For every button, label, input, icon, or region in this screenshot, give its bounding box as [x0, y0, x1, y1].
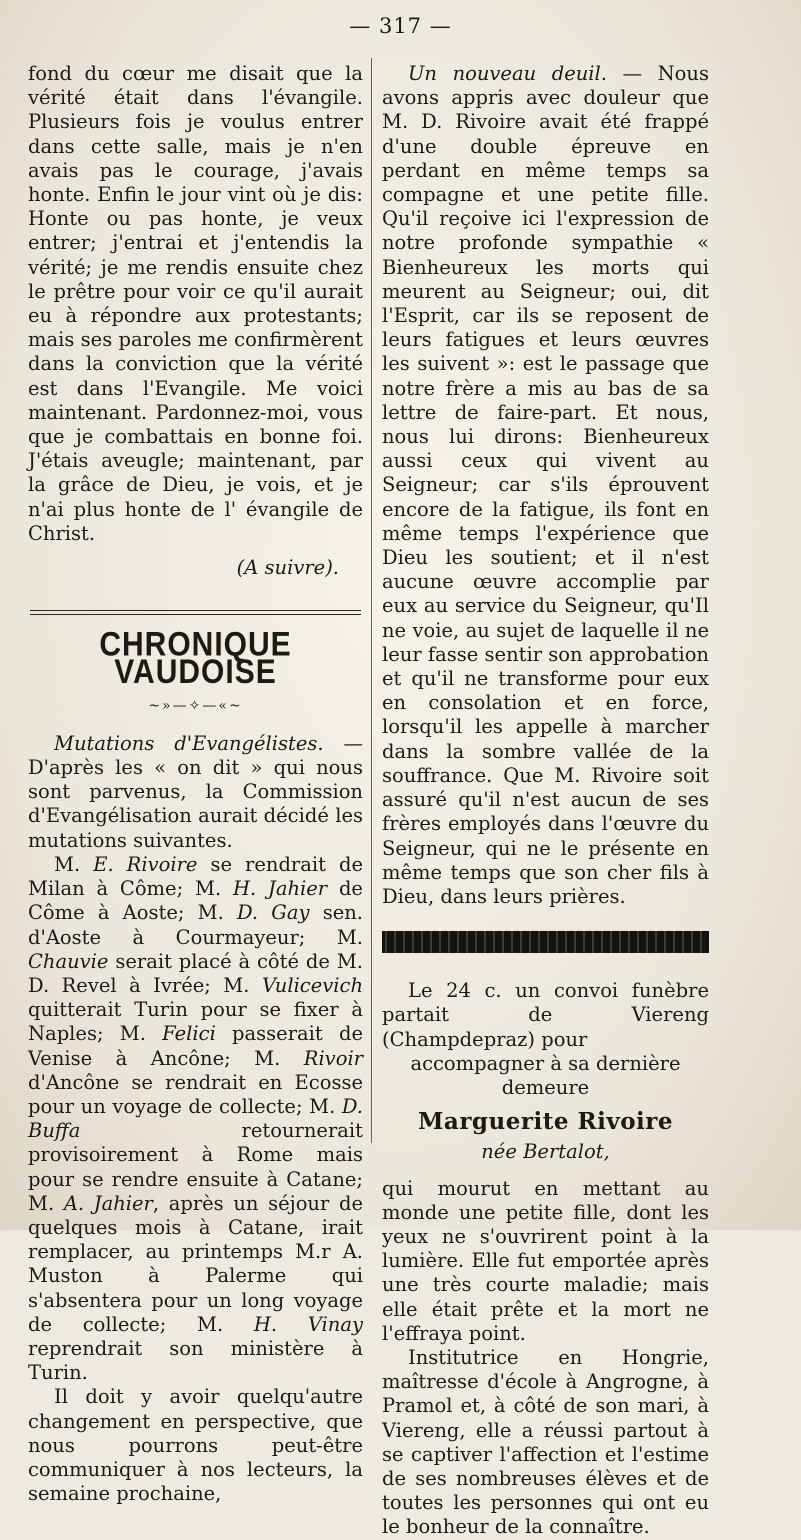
left-column — [28, 62, 363, 1506]
text-run: retournerait provisoirement à Rome mais pour se rendre ensuite à Catane; M. — [28, 1119, 363, 1215]
text-run: passerait de Venise à Ancône; M. — [28, 1022, 363, 1070]
person-name: D. Buffa — [28, 1094, 363, 1143]
person-name: H. Jahier — [232, 877, 328, 901]
person-name: Vulicevich — [261, 973, 363, 997]
title-ornament: ~»—✧—«~ — [148, 697, 243, 714]
page-number: — 317 — — [349, 14, 452, 38]
section-title: CHRONIQUE VAUDOISE — [99, 625, 292, 692]
text-run: d'Ancône se rendrait en Ecosse pour un voyage de collecte; M. — [28, 1070, 363, 1118]
section-rule — [30, 610, 361, 615]
continued-paragraph: fond du cœur me disait que la vérité était dans l'évangile. Plusieurs fois je voulus entrer dans cette salle, mais je n'en avais pas le courage, j'avais honte. Enfin le jour vint où je dis: Honte ou pas honte, je veux entrer; j'entrai et j'entendis la vérité; je me rendis ensuite chez le prêtre pour voir ce qu'il aurait eu à répondre aux protestants; mais ses paroles me confirmèrent dans la conviction que la vérité est dans l'Evangile. Me voici maintenant. Pardonnez-moi, vous que je combattais en bonne foi. J'étais aveugle; maintenant, par la grâce de Dieu, je vois, et je n'ai plus honte de l' évangile de Christ. — [28, 62, 363, 545]
obituary-intro-end: accompagner à sa dernière demeure — [410, 1051, 681, 1099]
right-column — [382, 62, 709, 1540]
person-name: Chauvie — [28, 949, 109, 973]
mutations-closing-paragraph: Il doit y avoir quelqu'autre changement en perspective, que nous pourrons peut-être communiquer à nos lecteurs, la semaine prochaine, — [28, 1385, 363, 1506]
mutations-list-paragraph — [28, 853, 363, 1385]
person-name: H. Vinay — [253, 1312, 363, 1336]
person-name: E. Rivoire — [93, 852, 198, 876]
person-name: Rivoir — [303, 1046, 363, 1070]
person-name: Felici — [162, 1022, 216, 1046]
text-run: de Côme à Aoste; M. — [28, 877, 363, 925]
obituary-paragraph: qui mourut en mettant au monde une petite fille, dont les yeux ne s'ouvrirent point à la lumière. Elle fut emportée après une très courte maladie; mais elle était prête et la mort ne l'effraya point. — [382, 1176, 709, 1345]
mutations-heading: Mutations d'Evangélistes. — [54, 731, 324, 755]
text-run: M. — [54, 852, 94, 876]
text-run: se rendrait de Milan à Côme; M. — [28, 852, 364, 901]
person-name: A. Jahier — [63, 1191, 153, 1215]
deuil-text: — Nous avons appris avec douleur que M. D. Rivoire avait été frappé d'une double épreuve en perdant en même temps sa compagne et une petite fille. Qu'il reçoive ici l'expression de notre profonde sympathie « Bienheureux les morts qui meurent au Seigneur; oui, dit l'Esprit, car ils se reposent de leurs fatigues et leurs œuvres les suivent »: est le passage que notre frère a mis au bas de sa lettre de faire-part. Et nous, nous lui dirons: Bienheureux aussi ceux qui vivent au Seigneur; car s'ils éprouvent encore de la fatigue, ils font en même temps l'expérience que Dieu les soutient; et il n'est aucune œuvre accomplie par eux au service du Seigneur, qu'Il ne voie, au sujet de laquelle il ne leur fasse sentir son approbation et qu'il ne transforme pour eux en consolation et en force, lorsqu'il les appelle à marcher dans la sombre vallée de la souffrance. Que M. Rivoire soit assuré qu'il n'est aucun de ses frères employés dans l'œuvre du Seigneur, qui ne le présente en même temps que son cher fils à Dieu, dans leurs prières. — [382, 62, 709, 908]
maiden-name: née Bertalot, — [481, 1140, 610, 1164]
deceased-name: Marguerite Rivoire — [417, 1108, 674, 1136]
text-run: reprendrait son ministère à Turin. — [28, 1336, 363, 1385]
obituary-intro: Le 24 c. un convoi funèbre partait de Viereng (Champdepraz) pour — [382, 979, 709, 1051]
to-be-continued: (A suivre). — [236, 556, 339, 580]
text-run: sen. d'Aoste à Courmayeur; M. — [28, 901, 363, 949]
mutations-intro: — D'après les « on dit » qui nous sont parvenus, la Commission d'Evangélisation aurait décidé les mutations suivantes. — [28, 731, 363, 852]
mourning-band — [382, 931, 709, 953]
text-run: quitterait Turin pour se fixer à Naples; M. — [28, 998, 363, 1046]
deuil-heading: Un nouveau deuil. — [408, 62, 607, 85]
mutations-paragraph — [28, 732, 363, 853]
text-run: , après un séjour de quelques mois à Catane, irait remplacer, au printemps M.r A. Muston à Palerme qui s'absentera pour un long voyage de collecte; M. — [28, 1191, 363, 1336]
text-run: serait placé à côté de M. D. Revel à Ivrée; M. — [28, 949, 363, 997]
deuil-paragraph — [382, 62, 709, 909]
column-divider — [371, 58, 372, 1143]
person-name: D. Gay — [236, 901, 310, 925]
obituary-paragraph-2: Institutrice en Hongrie, maîtresse d'école à Angrogne, à Pramol et, à côté de son mari, à Viereng, elle a réussi partout à se captiver l'affection et l'estime de ses nombreuses élèves et de toutes les personnes qui ont eu le bonheur de la connaître. — [382, 1345, 709, 1539]
